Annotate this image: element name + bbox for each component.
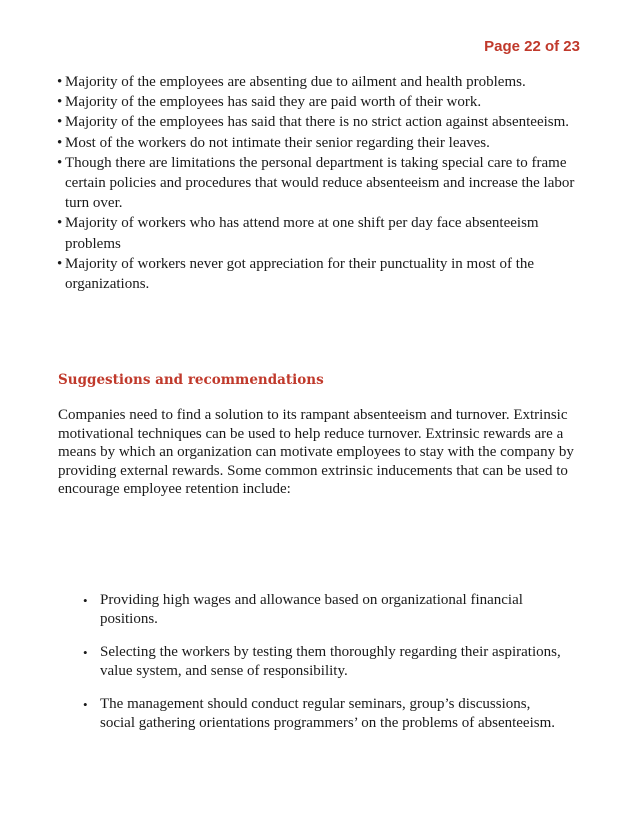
list-item: • The management should conduct regular seminars, group’s discussions, social gathering orientations programmers’ on the problems of absenteeism. [83, 695, 563, 733]
list-item: • Majority of the employees are absenting due to ailment and health problems. [57, 72, 587, 92]
list-item: • Majority of the employees has said that there is no strict action against absenteeism. [57, 112, 587, 132]
list-item: • Majority of the employees has said they are paid worth of their work. [57, 92, 587, 112]
recommendations-list [83, 591, 563, 747]
list-item: • Majority of workers who has attend more at one shift per day face absenteeism problems [57, 213, 587, 253]
section-heading: Suggestions and recommendations [58, 372, 324, 388]
list-item: • Providing high wages and allowance based on organizational financial positions. [83, 591, 563, 629]
page-number: Page 22 of 23 [484, 38, 580, 55]
list-item: • Most of the workers do not intimate their senior regarding their leaves. [57, 133, 587, 153]
findings-list [57, 72, 587, 294]
intro-paragraph: Companies need to find a solution to its rampant absenteeism and turnover. Extrinsic motivational techniques can be used to help reduce turnover. Extrinsic rewards are a means by which an organization can motivate employees to stay with the company by providing external rewards. Some common extrinsic inducements that can be used to encourage employee retention include: [58, 407, 574, 497]
list-item: • Selecting the workers by testing them thoroughly regarding their aspirations, value system, and sense of responsibility. [83, 643, 563, 681]
list-item: • Majority of workers never got appreciation for their punctuality in most of the organizations. [57, 254, 587, 294]
list-item: • Though there are limitations the personal department is taking special care to frame certain policies and procedures that would reduce absenteeism and increase the labor turn over. [57, 153, 587, 214]
